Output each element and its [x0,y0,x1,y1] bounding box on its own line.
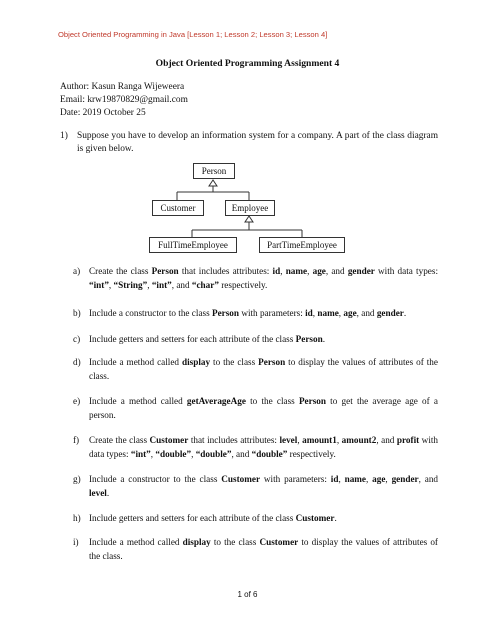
class-employee: Employee [225,200,275,216]
task-text [89,434,438,461]
bold-term: gender [376,308,404,318]
text-run: with parameters: [239,308,306,318]
text-run: , [307,266,313,276]
text-run: , and [171,279,192,290]
task-label: e) [73,396,81,406]
text-run: , and [325,266,348,276]
author-line: Author: Kasun Ranga Wijeweera [60,82,185,92]
text-run: , and [231,448,252,459]
text-run: . [322,334,325,344]
task-item [73,512,438,526]
task-label: h) [73,513,81,523]
text-run: . [106,487,110,498]
task-label: d) [73,357,81,367]
text-run: to display the values of attributes of the class. [89,537,438,561]
bold-term: “int” [130,448,151,459]
text-run: , [312,308,318,318]
text-run: , [366,474,373,484]
bold-term: display [182,537,211,547]
class-customer: Customer [152,200,204,216]
bold-term: amount2 [341,435,377,445]
text-run: to the class [245,396,299,406]
text-run: , [336,435,342,445]
bold-term: “double” [195,448,232,459]
text-run: Include a constructor to the class [89,308,212,318]
bold-term: Customer [149,435,189,445]
class-parttimeemployee: PartTimeEmployee [259,237,345,253]
task-text [89,265,438,292]
text-run: with data types: [374,266,438,276]
text-run: with data types: [89,435,439,459]
bold-term: level [279,435,298,445]
text-run: , [150,448,156,459]
text-run: . [334,513,337,523]
bold-term: Person [295,334,323,344]
date-line: Date: 2019 October 25 [60,108,146,118]
bold-term: Customer [295,513,335,523]
task-text [89,356,438,383]
text-run: to get the average age of a person. [89,396,438,420]
bold-term: age [372,474,386,484]
bold-term: getAverageAge [186,396,246,406]
text-run: . [403,308,407,318]
text-run: , and [376,435,397,445]
bold-term: amount1 [302,435,337,445]
task-text [89,395,438,422]
text-run: Include a method called [89,357,182,367]
text-run: Create the class [89,266,152,276]
document-header: Object Oriented Programming in Java [Lesson 1; Lesson 2; Lesson 3; Lesson 4] [58,30,328,39]
bold-term: level [89,487,107,498]
text-run: respectively. [287,448,336,459]
task-item [73,333,438,347]
task-label: a) [73,266,81,276]
task-text [89,333,438,347]
task-label: g) [73,474,81,484]
task-item [73,265,438,292]
task-label: b) [73,308,81,318]
task-item [73,473,438,500]
task-label: c) [73,334,81,344]
text-run: with parameters: [260,474,331,484]
inheritance-arrow-person [209,180,217,186]
task-text [89,536,438,563]
task-item [73,307,438,321]
text-run: respectively. [218,279,268,290]
bold-term: Customer [221,474,261,484]
task-label: i) [73,537,79,547]
bold-term: Person [211,308,240,318]
bold-term: id [330,474,339,484]
bold-term: Person [258,357,286,367]
class-person: Person [193,163,235,179]
question-text: Suppose you have to develop an information system for a company. A part of the class diagram is given below. [77,131,438,154]
text-run: , [147,279,152,290]
task-label: f) [73,435,80,445]
bold-term: Customer [259,537,299,547]
text-run: , and [356,308,377,318]
text-run: Include a constructor to the class [89,474,222,484]
class-fulltimeemployee: FullTimeEmployee [149,237,237,253]
task-item [73,356,438,383]
bold-term: gender [391,474,419,484]
bold-term: “char” [191,279,219,290]
text-run: that includes attributes: [178,266,273,276]
text-run: , [297,435,303,445]
bold-term: display [181,357,211,367]
text-run: Include a method called [89,537,183,547]
bold-term: age [343,308,357,318]
inheritance-arrow-employee [245,216,253,222]
text-run: , [280,266,286,276]
text-run: Create the class [89,435,150,445]
text-run: , [338,308,344,318]
text-run: , [338,474,345,484]
task-text [89,512,438,526]
bold-term: gender [347,266,375,276]
text-run: , [108,279,114,290]
text-run: to display the values of attributes of the class. [89,357,438,381]
bold-term: “int” [89,279,109,290]
bold-term: id [272,266,281,276]
page-number: 1 of 6 [237,590,258,599]
bold-term: Person [151,266,179,276]
text-run: Include getters and setters for each attribute of the class [89,513,296,523]
document-title: Object Oriented Programming Assignment 4 [155,58,340,69]
text-run: to the class [210,357,259,367]
text-run: that includes attributes: [188,435,280,445]
text-run: , and [418,474,439,484]
bold-term: name [317,308,339,318]
task-item [73,434,438,461]
text-run: , [191,448,196,459]
bold-term: “int” [151,279,172,290]
text-run: , [385,474,392,484]
text-run: to the class [210,537,260,547]
bold-term: “double” [251,448,288,459]
bold-term: id [305,308,313,318]
email-line: Email: krw19870829@gmail.com [60,95,188,105]
text-run: Include getters and setters for each attribute of the class [89,334,296,344]
question-number: 1) [60,131,68,141]
task-item [73,536,438,563]
bold-term: “String” [113,279,148,290]
bold-term: Person [298,396,326,406]
bold-term: name [344,474,367,484]
bold-term: “double” [155,448,192,459]
bold-term: profit [396,435,420,445]
bold-term: age [312,266,326,276]
task-item [73,395,438,422]
task-text [89,307,438,321]
bold-term: name [285,266,308,276]
task-text [89,473,438,500]
text-run: Include a method called [89,396,187,406]
